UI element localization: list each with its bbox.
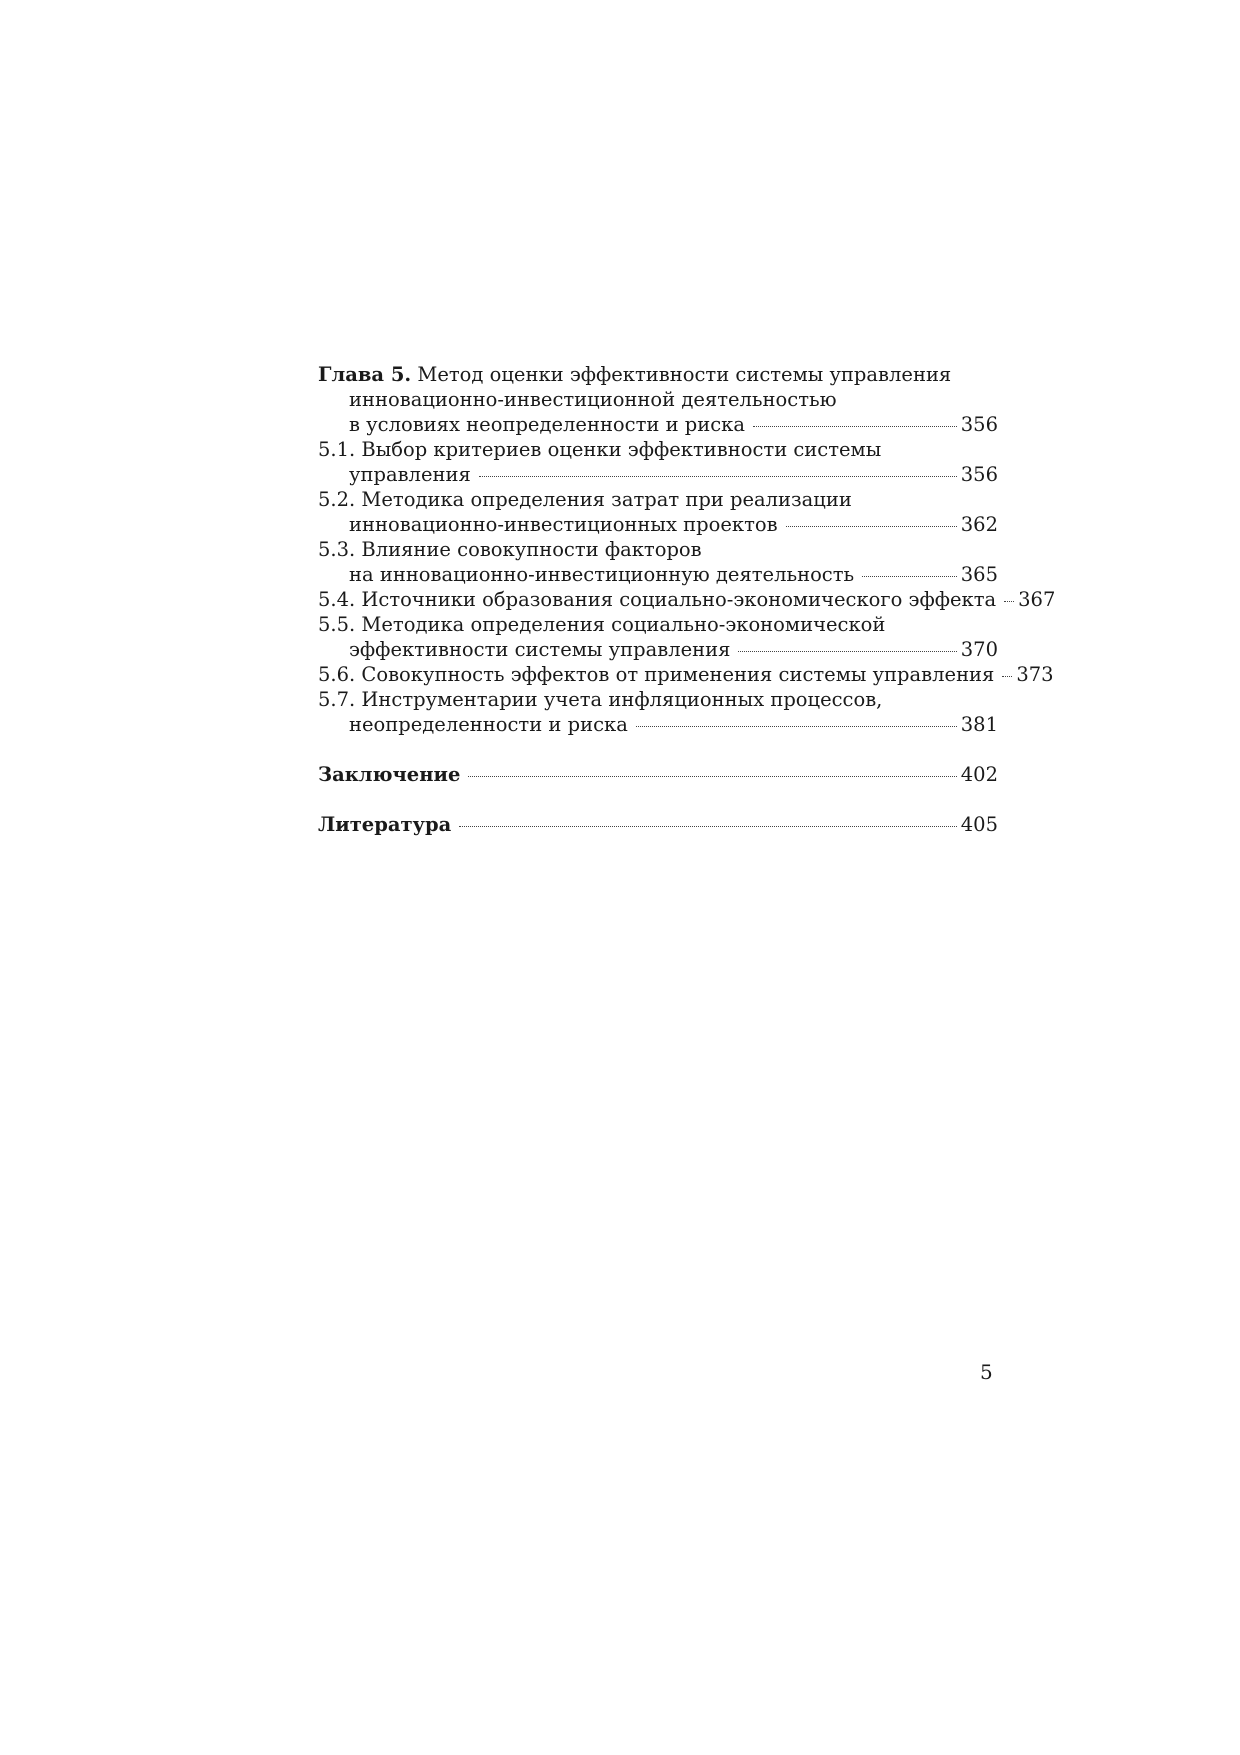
toc-section-title <box>318 487 998 512</box>
section-title-cont: эффективности системы управления <box>349 638 731 661</box>
toc-entry[interactable] <box>318 712 998 737</box>
page-ref: 405 <box>960 813 998 836</box>
section-title: 5.1. Выбор критериев оценки эффективности системы <box>318 438 882 461</box>
conclusion-label: Заключение <box>318 763 461 786</box>
chapter-title-line2: инновационно-инвестиционной деятельностью <box>349 388 837 411</box>
section-title: 5.3. Влияние совокупности факторов <box>318 538 702 561</box>
page-number: 5 <box>980 1360 993 1384</box>
dot-leader <box>786 526 957 527</box>
toc-entry[interactable] <box>318 662 1054 687</box>
toc-chapter-title <box>318 362 998 387</box>
toc-entry-literature[interactable] <box>318 812 998 837</box>
section-title: 5.7. Инструментарии учета инфляционных процессов, <box>318 688 883 711</box>
toc-entry[interactable] <box>318 412 998 437</box>
dot-leader <box>753 426 957 427</box>
toc-section-title <box>318 687 998 712</box>
chapter-title-line3: в условиях неопределенности и риска <box>349 413 745 436</box>
page-ref: 370 <box>960 638 998 661</box>
dot-leader <box>479 476 957 477</box>
dot-leader <box>636 726 957 727</box>
toc-entry[interactable] <box>318 562 998 587</box>
toc-section-title <box>318 537 998 562</box>
chapter-title-line1: Метод оценки эффективности системы управления <box>411 363 952 386</box>
page-ref: 367 <box>1018 588 1056 611</box>
toc-section-title <box>318 612 998 637</box>
page-ref: 362 <box>960 513 998 536</box>
section-title: 5.4. Источники образования социально-экономического эффекта <box>318 588 997 611</box>
spacer <box>318 787 998 812</box>
toc-entry[interactable] <box>318 512 998 537</box>
toc-section-title <box>318 437 998 462</box>
page-ref: 356 <box>960 463 998 486</box>
section-title: 5.6. Совокупность эффектов от применения системы управления <box>318 663 995 686</box>
dot-leader <box>468 776 956 777</box>
page-ref: 356 <box>960 413 998 436</box>
toc-entry[interactable] <box>318 587 1056 612</box>
page-ref: 373 <box>1016 663 1054 686</box>
section-title-cont: на инновационно-инвестиционную деятельность <box>349 563 855 586</box>
dot-leader <box>738 651 956 652</box>
spacer <box>318 737 998 762</box>
literature-label: Литература <box>318 813 452 836</box>
section-title: 5.2. Методика определения затрат при реализации <box>318 488 852 511</box>
dot-leader <box>1002 676 1012 677</box>
chapter-label: Глава 5. <box>318 363 412 386</box>
dot-leader <box>1004 601 1014 602</box>
dot-leader <box>862 576 957 577</box>
toc-entry[interactable] <box>318 637 998 662</box>
toc-entry[interactable] <box>318 462 998 487</box>
section-title: 5.5. Методика определения социально-экономической <box>318 613 886 636</box>
dot-leader <box>459 826 956 827</box>
page-ref: 402 <box>960 763 998 786</box>
toc-chapter-title-cont <box>318 387 998 412</box>
section-title-cont: инновационно-инвестиционных проектов <box>349 513 778 536</box>
page-ref: 365 <box>960 563 998 586</box>
table-of-contents <box>318 362 1056 837</box>
section-title-cont: неопределенности и риска <box>349 713 628 736</box>
section-title-cont: управления <box>349 463 471 486</box>
toc-entry-conclusion[interactable] <box>318 762 998 787</box>
page-ref: 381 <box>960 713 998 736</box>
